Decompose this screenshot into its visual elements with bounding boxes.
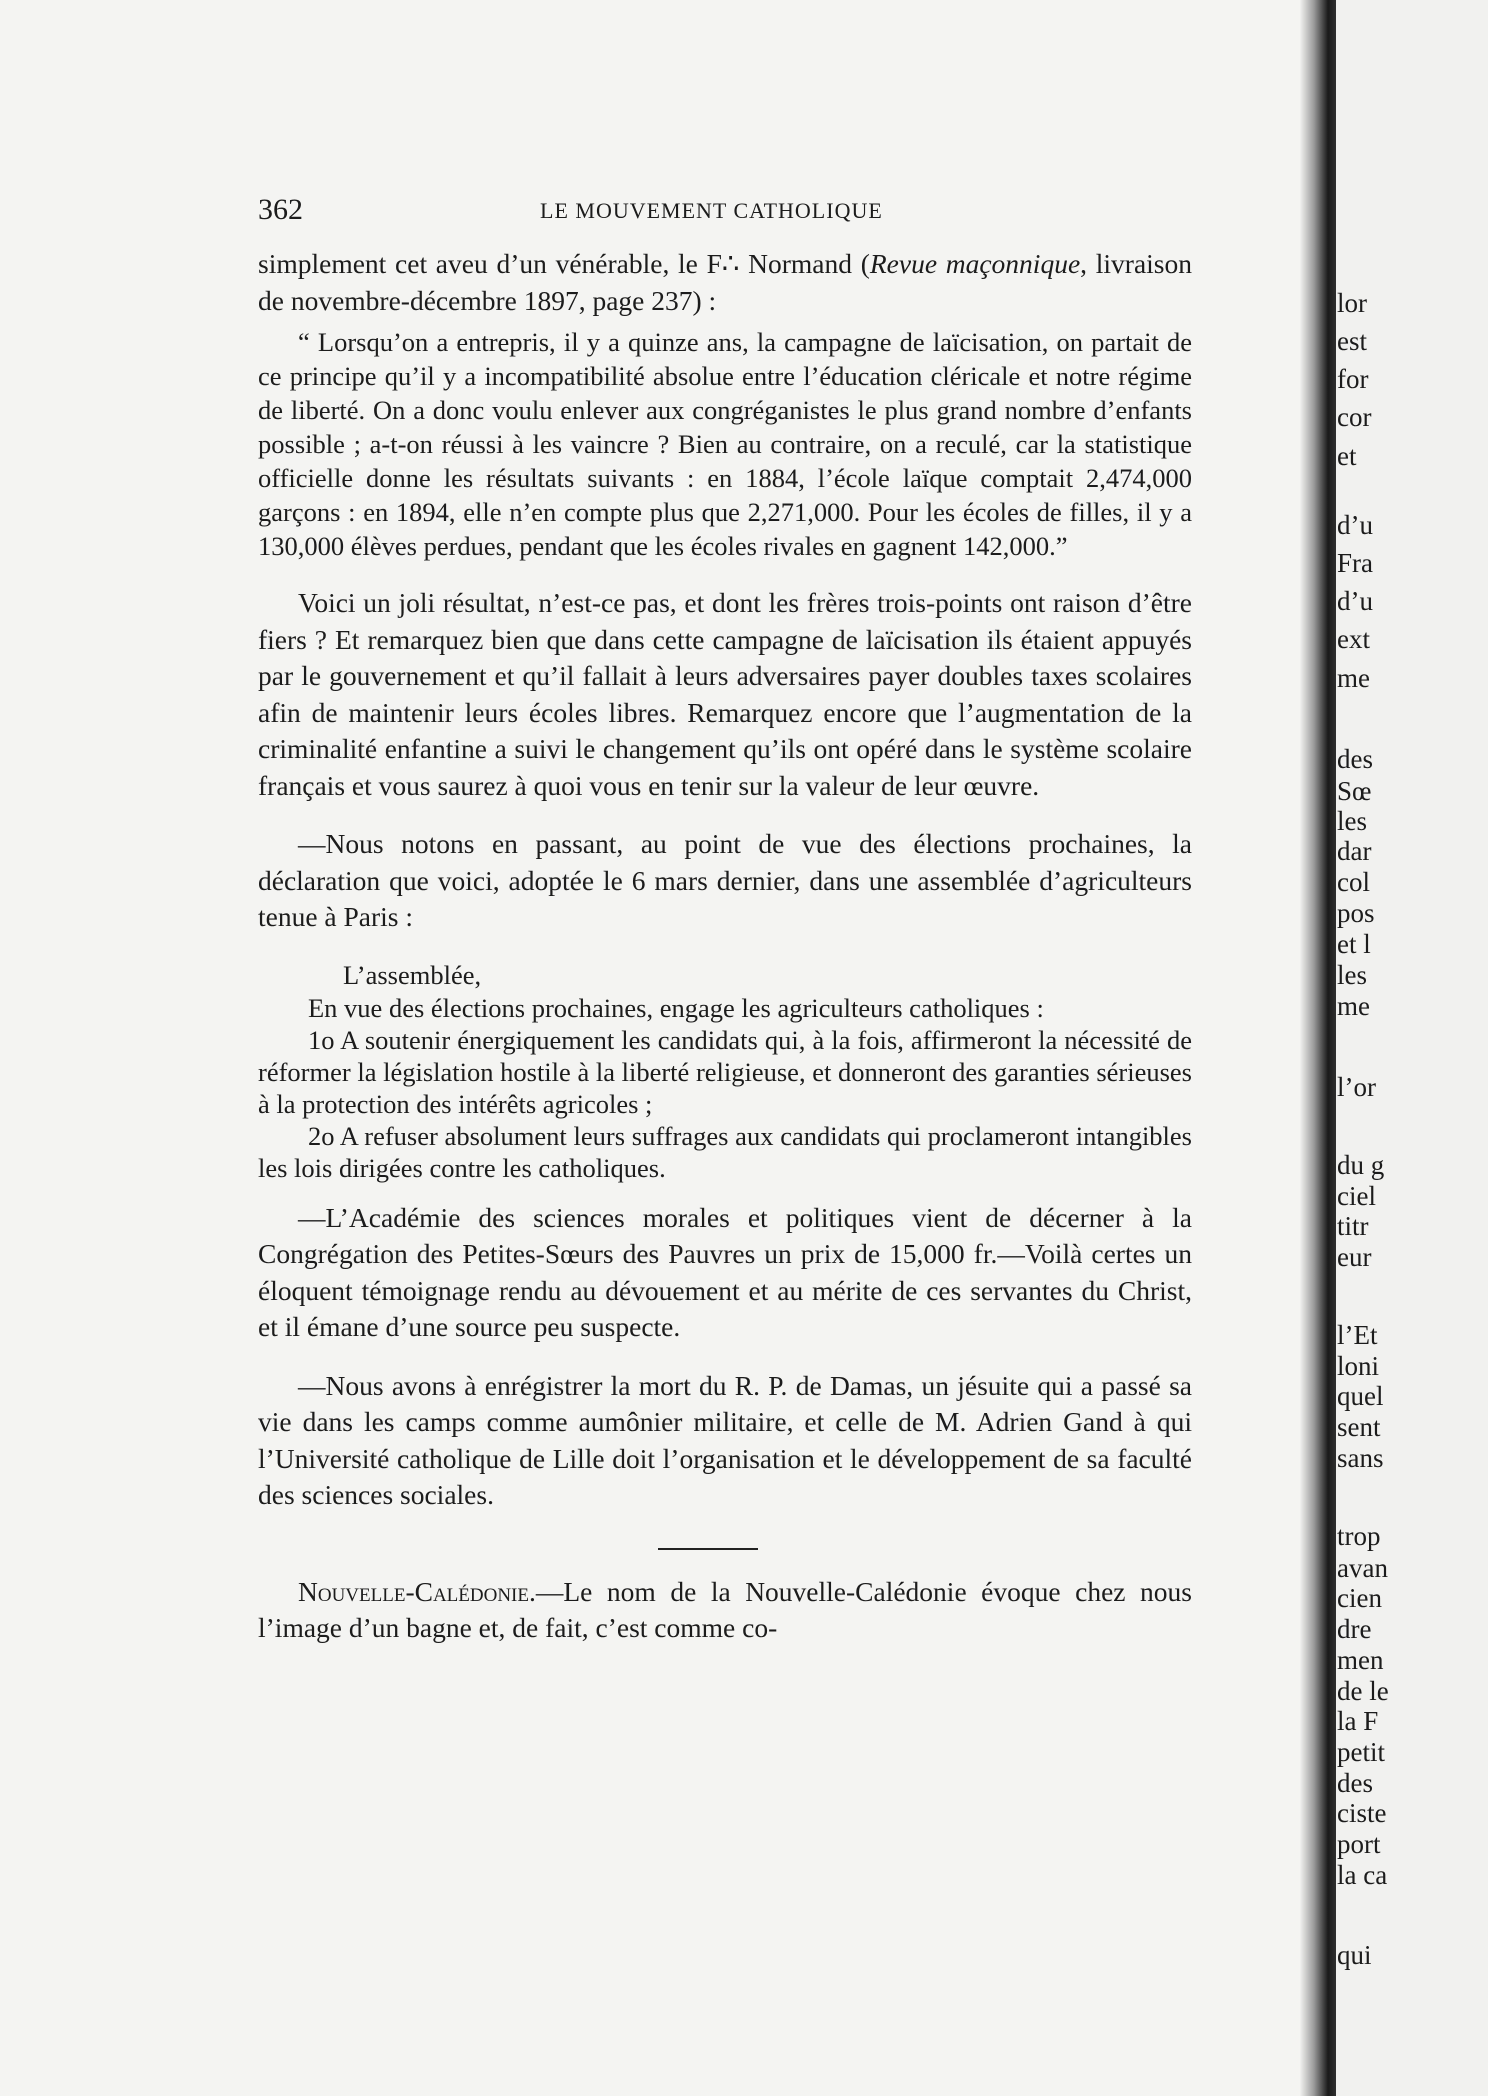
book-gutter <box>1300 0 1340 2096</box>
section-paragraph <box>258 1574 1192 1647</box>
block-quote: “ Lorsqu’on a entrepris, il y a quinze ans, la campagne de laïcisation, on partait de ce principe qu’il y a incompatibilité absolue entre l’éducation cléricale et notre régime de liberté. On a donc voulu enlever aux congréganistes le plus grand nombre d’enfants possible ; a-t-on réussi à les vaincre ? Bien au contraire, on a reculé, car la statistique officielle donne les résultats suivants : en 1884, l’école laïque comptait 2,474,000 garçons : en 1894, elle n’en compte plus que 2,271,000. Pour les écoles de filles, il y a 130,000 élèves perdues, pendant que les écoles rivales en gagnent 142,000.” <box>258 327 1192 561</box>
section-text: —Le nom de la Nouvelle-Calédonie évoque chez nous l’image d’un bagne et, de fait, c’est comme co- <box>258 1575 1192 1643</box>
right-page-fragment: quel <box>1337 1381 1384 1411</box>
right-page-fragment: la ca <box>1337 1860 1388 1890</box>
right-page-fragment: avan <box>1337 1553 1388 1583</box>
declaration-item-2: 2o A refuser absolument leurs suffrages aux candidats qui proclameront intangibles les lois dirigées contre les catholiques. <box>258 1120 1192 1183</box>
right-page-fragment: pos <box>1337 898 1375 928</box>
section-divider <box>658 1548 758 1550</box>
right-page-fragment: sent <box>1337 1412 1381 1442</box>
paragraph-commentary: Voici un joli résultat, n’est-ce pas, et dont les frères trois-points ont raison d’être fiers ? Et remarquez bien que dans cette campagne de laïcisation ils étaient appuyés par le gouvernement et qu’il fallait à leurs adversaires payer doubles taxes scolaires afin de maintenir leurs écoles libres. Remarquez encore que l’augmentation de la criminalité enfantine a suivi le changement qu’ils ont opéré dans le système scolaire français et vous saurez à quoi vous en tenir sur la valeur de leur œuvre. <box>258 587 1192 801</box>
right-page-fragment: dre <box>1337 1614 1372 1644</box>
right-page-fragment: lor <box>1337 288 1367 318</box>
right-page-fragment: l’Et <box>1337 1320 1378 1350</box>
right-page-fragment: de le <box>1337 1676 1389 1706</box>
declaration-item-1: 1o A soutenir énergiquement les candidats qui, à la fois, affirmeront la nécessité de réformer la législation hostile à la liberté religieuse, et donneront des garanties sérieuses à la protection des intérêts agricoles ; <box>258 1024 1192 1119</box>
declaration-intro: En vue des élections prochaines, engage les agriculteurs catholiques : <box>308 992 1044 1023</box>
right-page-fragment: qui <box>1337 1940 1372 1970</box>
right-page-fragment: la F <box>1337 1706 1379 1736</box>
right-page-fragment: cien <box>1337 1583 1382 1613</box>
right-page-fragment: Sœ <box>1337 776 1372 806</box>
paragraph-elections: —Nous notons en passant, au point de vue des élections prochaines, la déclaration que voici, adoptée le 6 mars dernier, dans une assemblée d’agriculteurs tenue à Paris : <box>258 828 1192 932</box>
citation-text: , livraison de novembre-décembre 1897, page 237) : <box>258 248 1193 316</box>
right-page-fragment: ext <box>1337 624 1370 654</box>
right-page-fragment: des <box>1337 744 1373 774</box>
running-title: LE MOUVEMENT CATHOLIQUE <box>540 198 883 223</box>
right-page-fragment: eur <box>1337 1242 1372 1272</box>
right-page-fragment: l’or <box>1337 1072 1376 1102</box>
page-number: 362 <box>258 193 303 226</box>
right-page-fragment: petit <box>1337 1737 1385 1767</box>
page-header <box>258 193 1192 233</box>
right-page-fragment: ciste <box>1337 1798 1387 1828</box>
right-page-fragment: Fra <box>1337 548 1373 578</box>
page-body <box>258 246 1192 1647</box>
right-page-fragment: cor <box>1337 402 1372 432</box>
opening-paragraph <box>258 246 1192 319</box>
right-page-fragment: col <box>1337 867 1370 897</box>
paragraph-obituary: —Nous avons à enrégistrer la mort du R. P. de Damas, un jésuite qui a passé sa vie dans les camps comme aumônier militaire, et celle de M. Adrien Gand à qui l’Université catholique de Lille doit l’organisation et le développement de sa faculté des sciences sociales. <box>258 1369 1192 1510</box>
right-page-fragment: d’u <box>1337 510 1373 540</box>
right-page-fragment: les <box>1337 960 1367 990</box>
right-page-fragment: titr <box>1337 1211 1369 1241</box>
right-page-fragment: ciel <box>1337 1181 1376 1211</box>
right-page-fragment: sans <box>1337 1443 1384 1473</box>
right-page-fragment: les <box>1337 806 1367 836</box>
right-page-fragment: dar <box>1337 836 1372 866</box>
right-page-fragment: me <box>1337 663 1370 693</box>
right-page-fragment: du g <box>1337 1150 1385 1180</box>
section-heading: Nouvelle-Calédonie. <box>298 1575 536 1607</box>
right-page-fragment: des <box>1337 1768 1373 1798</box>
right-page-fragment: loni <box>1337 1351 1380 1381</box>
paragraph-academie: —L’Académie des sciences morales et politiques vient de décerner à la Congrégation des Petites-Sœurs des Pauvres un prix de 15,000 fr.—Voilà certes un éloquent témoignage rendu au dévouement et au mérite de ces servantes du Christ, et il émane d’une source peu suspecte. <box>258 1201 1192 1342</box>
right-page-edge <box>1336 0 1488 2096</box>
declaration-title: L’assemblée, <box>343 959 482 990</box>
right-page-fragment: men <box>1337 1645 1384 1675</box>
right-page-fragment: trop <box>1337 1521 1381 1551</box>
right-page-fragment: for <box>1337 364 1369 394</box>
right-page-fragment: est <box>1337 326 1367 356</box>
right-page-fragment: et l <box>1337 929 1371 959</box>
right-page-fragment: port <box>1337 1829 1381 1859</box>
right-page-fragment: et <box>1337 441 1357 471</box>
right-page-fragment: d’u <box>1337 586 1373 616</box>
journal-title: Revue maçonnique <box>869 248 1081 279</box>
opening-text: simplement cet aveu d’un vénérable, le F∴ Normand ( <box>258 248 870 279</box>
right-page-fragment: me <box>1337 991 1370 1021</box>
